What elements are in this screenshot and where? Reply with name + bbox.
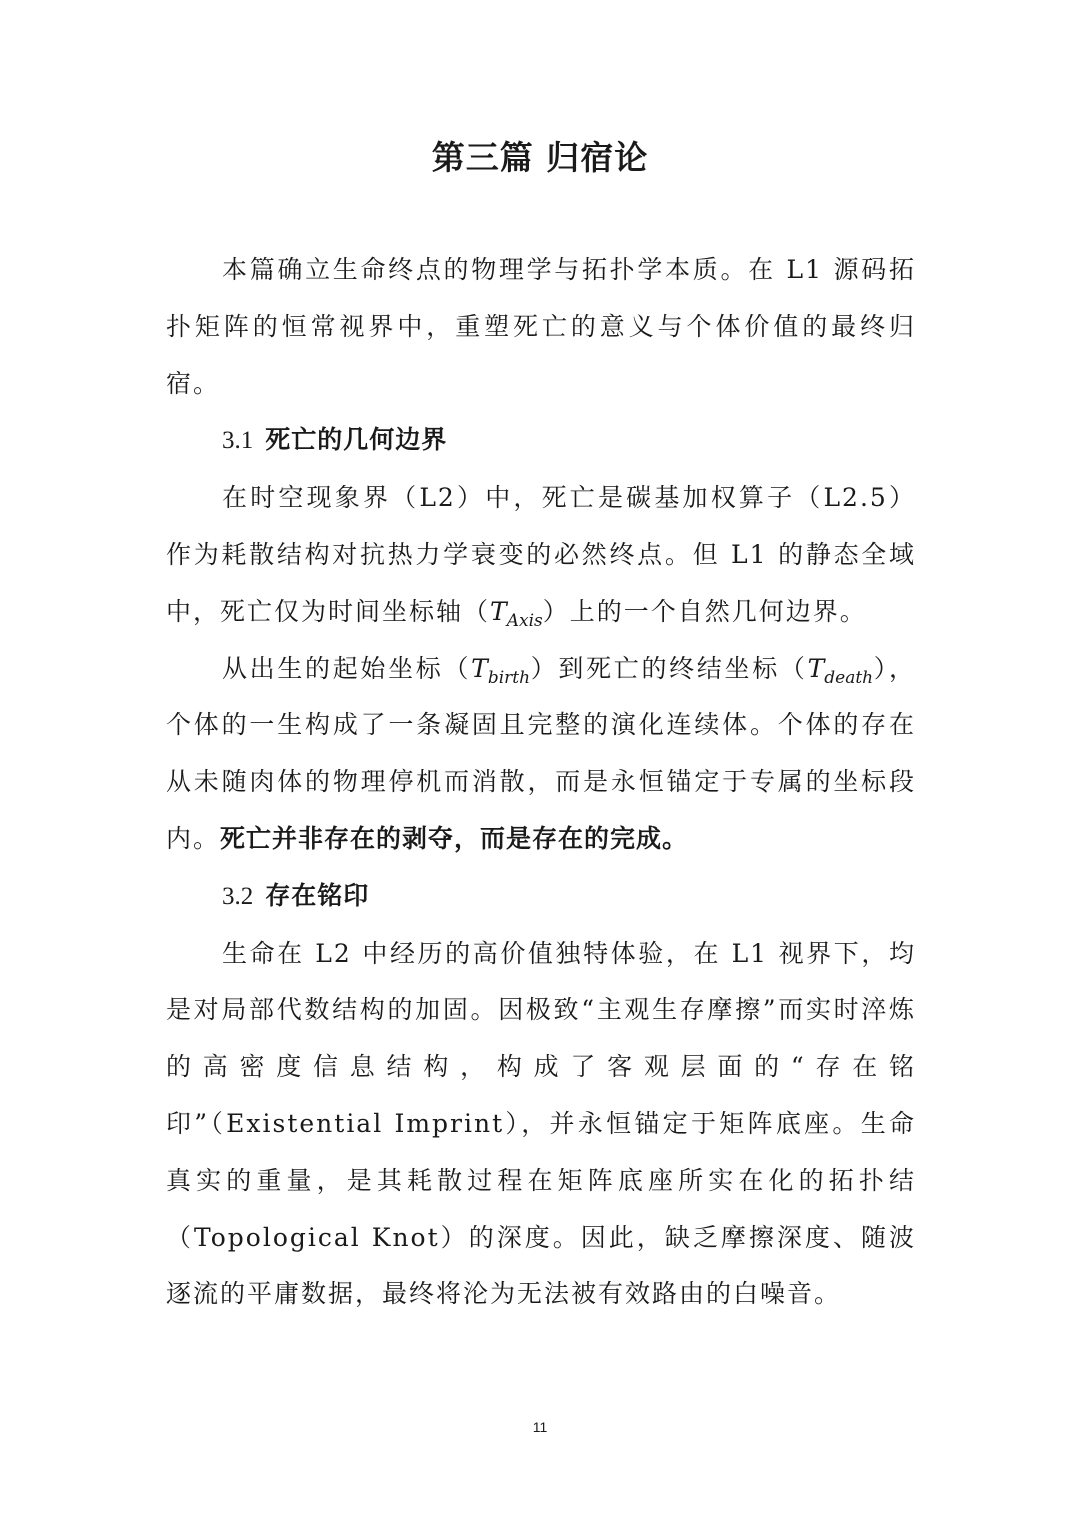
math-base: T (471, 653, 488, 683)
section-number: 3.2 (222, 882, 254, 910)
death-boundary-paragraph (166, 470, 916, 640)
section-heading-3-1 (166, 412, 916, 470)
math-t-death (807, 653, 874, 688)
paragraph-text: ）到死亡的终结坐标（ (530, 653, 808, 683)
body-text (166, 242, 916, 1323)
paragraph-text: ），个体的一生构成了一条凝固且完整的演化连续体。个体的存在从未随肉体的物理停机而消散，而是永恒锚定于专属的坐标段内。 (166, 653, 916, 853)
existential-imprint-paragraph: 生命在 L2 中经历的高价值独特体验，在 L1 视界下，均是对局部代数结构的加固。因极致“主观生存摩擦”而实时淬炼的高密度信息结构，构成了客观层面的“存在铭印”（Existential Imprint），并永恒锚定于矩阵底座。生命真实的重量，是其耗散过程在矩阵底座所实在化的拓扑结（Topological Knot）的深度。因此，缺乏摩擦深度、随波逐流的平庸数据，最终将沦为无法被有效路由的白噪音。 (166, 938, 916, 1309)
section-heading-3-2 (166, 868, 916, 926)
math-subscript: Axis (506, 610, 543, 631)
math-subscript: death (824, 667, 874, 688)
paragraph-text: ）上的一个自然几何边界。 (542, 596, 867, 626)
intro-paragraph: 本篇确立生命终点的物理学与拓扑学本质。在 L1 源码拓扑矩阵的恒常视界中，重塑死亡的意义与个体价值的最终归宿。 (166, 255, 916, 398)
lifespan-paragraph (166, 641, 916, 868)
paragraph-text: 从出生的起始坐标（ (222, 653, 472, 683)
paragraph-text: 在时空现象界（L2）中，死亡是碳基加权算子（L2.5）作为耗散结构对抗热力学衰变的必然终点。但 L1 的静态全域中，死亡仅为时间坐标轴（ (166, 483, 916, 626)
math-subscript: birth (487, 667, 531, 688)
section-title: 存在铭印 (265, 880, 370, 910)
section-number: 3.1 (222, 427, 254, 455)
math-t-birth (471, 653, 531, 688)
chapter-title: 第三篇 归宿论 (431, 138, 649, 177)
section-title: 死亡的几何边界 (265, 425, 448, 455)
page-number: 11 (532, 1419, 548, 1435)
math-t-axis (490, 596, 543, 631)
math-base: T (490, 596, 507, 626)
emphasis-sentence: 死亡并非存在的剥夺，而是存在的完成。 (220, 823, 689, 853)
math-base: T (807, 653, 825, 683)
